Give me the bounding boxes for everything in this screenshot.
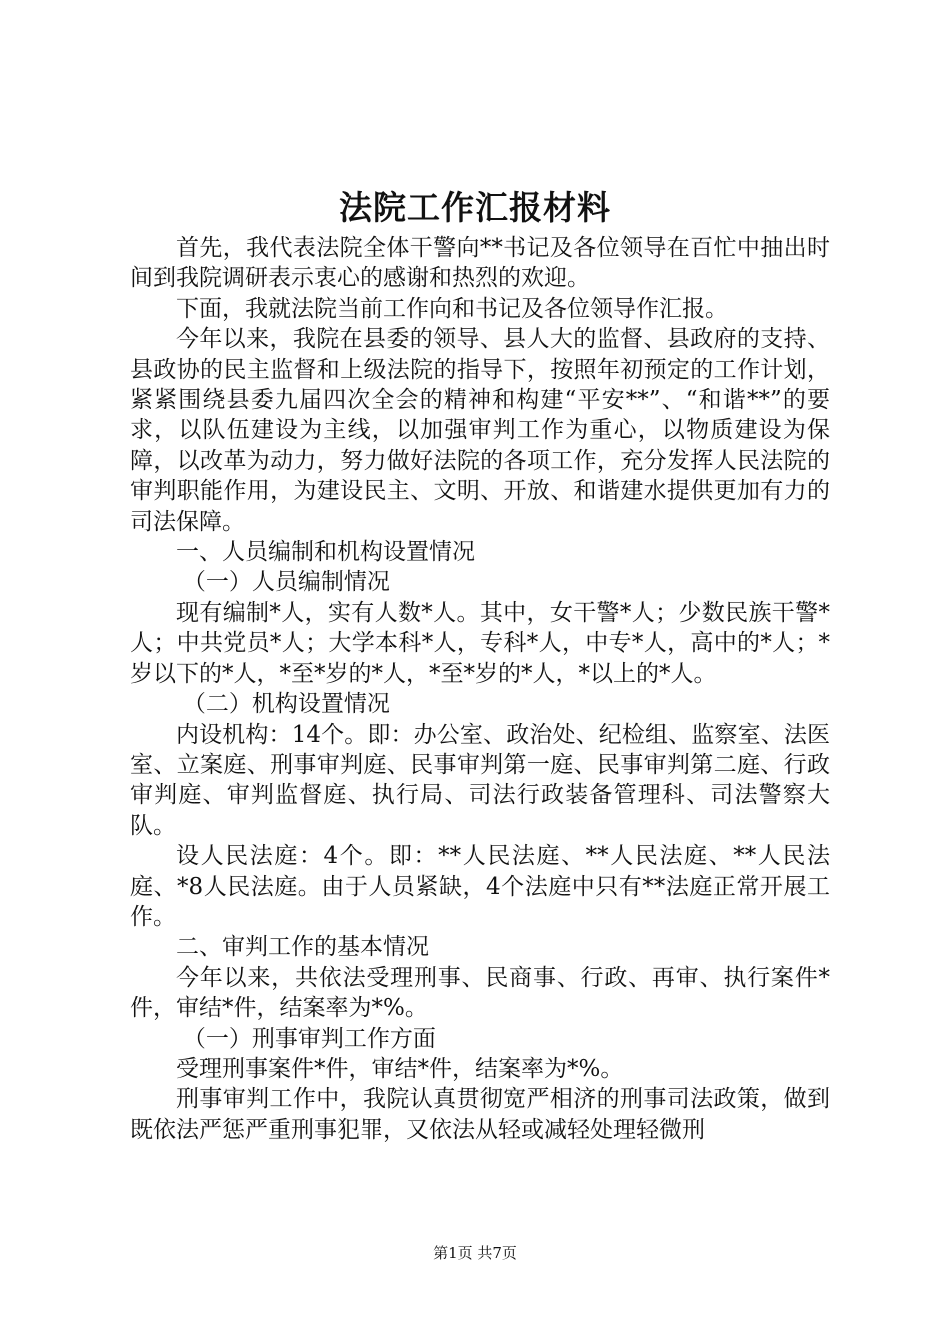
- subsection-heading-criminal: （一）刑事审判工作方面: [182, 1025, 436, 1052]
- section-heading-2: 二、审判工作的基本情况: [176, 934, 429, 961]
- paragraph-overview: 今年以来，我院在县委的领导、县人大的监督、县政府的支持、县政协的民主监督和上级法院的指导下，按照年初预定的工作计划，紧紧围绕县委九届四次全会的精神和构建“平安**”、“和谐**”的要求，以队伍建设为主线，以加强审判工作为重心，以物质建设为保障，以改革为动力，努力做好法院的各项工作，充分发挥人民法院的审判职能作用，为建设民主、文明、开放、和谐建水提供更加有力的司法保障。: [130, 326, 830, 535]
- paragraph-tribunals: 设人民法庭：4个。即：**人民法庭、**人民法庭、**人民法庭、*8人民法庭。由于人员紧缺，4个法庭中只有**法庭正常开展工作。: [130, 843, 830, 930]
- document-title: 法院工作汇报材料: [339, 188, 611, 227]
- paragraph-criminal-policy: 刑事审判工作中，我院认真贯彻宽严相济的刑事司法政策，做到既依法严惩严重刑事犯罪，又依法从轻或减轻处理轻微刑: [130, 1086, 830, 1143]
- paragraph-intro: 首先，我代表法院全体干警向**书记及各位领导在百忙中抽出时间到我院调研表示衷心的感谢和热烈的欢迎。: [130, 235, 830, 292]
- document-body: [130, 233, 830, 1145]
- paragraph-report-notice: 下面，我就法院当前工作向和书记及各位领导作汇报。: [176, 295, 728, 322]
- subsection-heading-staffing: （一）人员编制情况: [182, 569, 390, 596]
- paragraph-caseload: 今年以来，共依法受理刑事、民商事、行政、再审、执行案件*件，审结*件，结案率为*%。: [130, 964, 830, 1022]
- subsection-heading-organization: （二）机构设置情况: [182, 691, 390, 718]
- paragraph-internal-bodies: 内设机构：14个。即：办公室、政治处、纪检组、监察室、法医室、立案庭、刑事审判庭、民事审判第一庭、民事审判第二庭、行政审判庭、审判监督庭、执行局、司法行政装备管理科、司法警察大队。: [130, 721, 830, 839]
- section-heading-1: 一、人员编制和机构设置情况: [176, 539, 475, 566]
- paragraph-staffing: 现有编制*人，实有人数*人。其中，女干警*人；少数民族干警*人；中共党员*人；大学本科*人，专科*人，中专*人，高中的*人；*岁以下的*人，*至*岁的*人，*至*岁的*人，*以上的*人。: [130, 599, 830, 687]
- page-number-footer: 第1页 共7页: [433, 1244, 517, 1262]
- paragraph-criminal-stats: 受理刑事案件*件，审结*件，结案率为*%。: [176, 1055, 624, 1082]
